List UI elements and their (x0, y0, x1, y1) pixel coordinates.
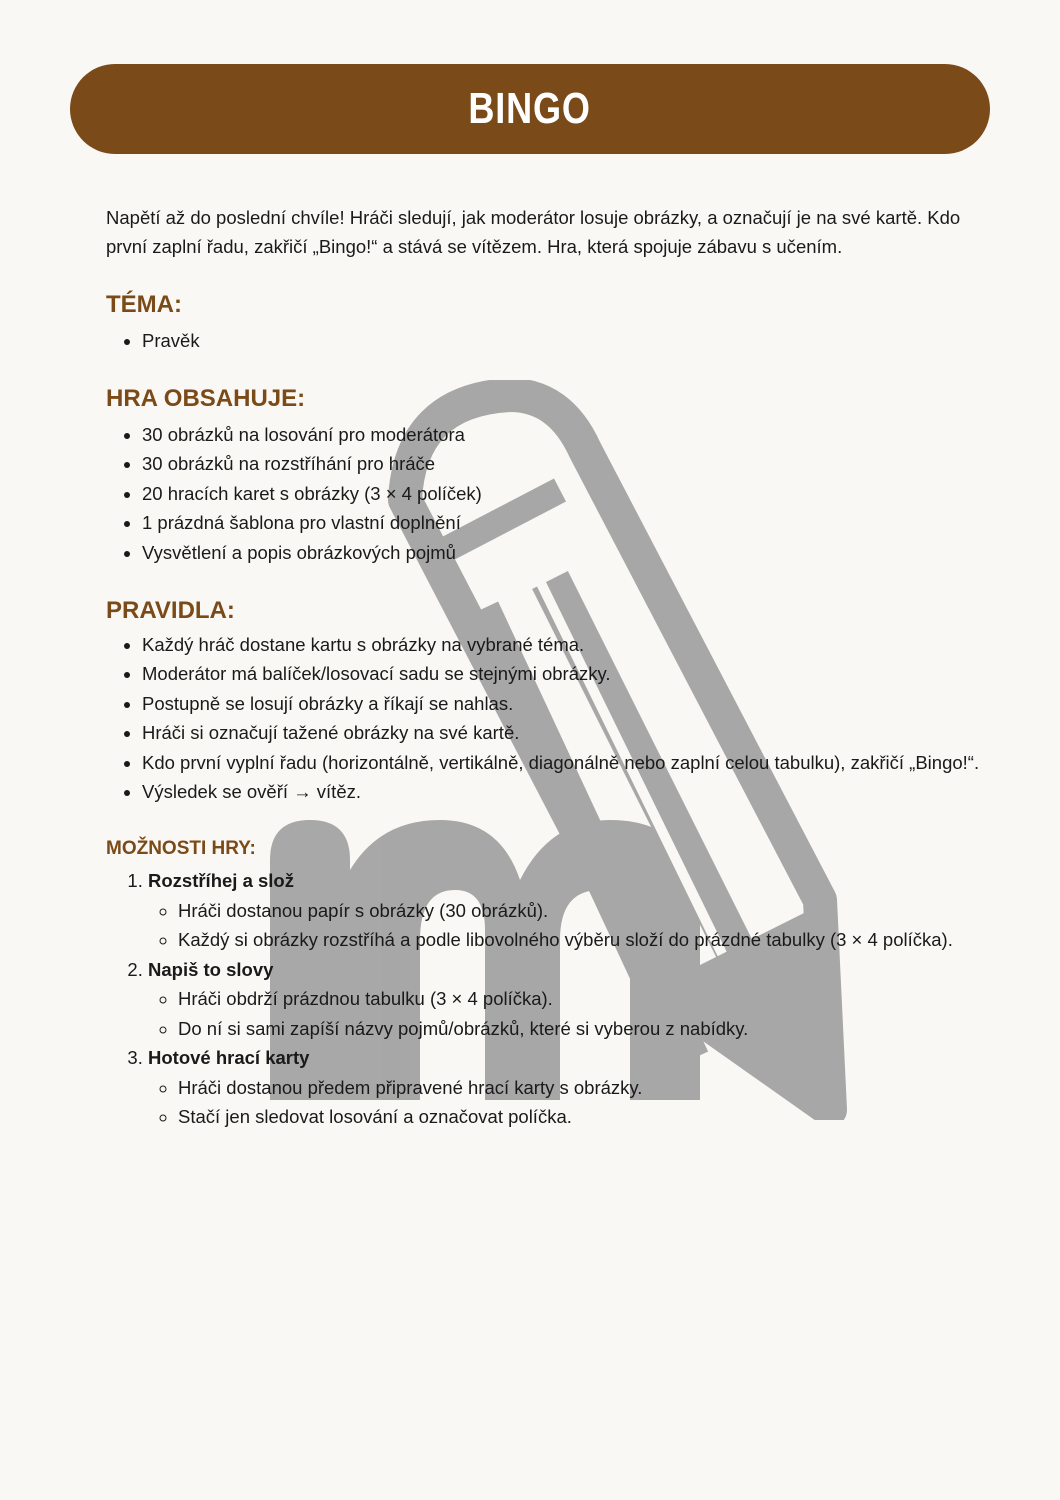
list-item: • Hráči si označují tažené obrázky na své kartě. (142, 718, 979, 747)
option-item (148, 955, 953, 1044)
pravidla-list (106, 630, 979, 806)
option-detail: ◦ Hráči dostanou předem připravené hrací karty s obrázky. (178, 1073, 953, 1103)
title-banner (70, 64, 990, 154)
page-title: BINGO (468, 84, 592, 133)
option-title: Hotové hrací karty (148, 1047, 310, 1068)
list-item: • Moderátor má balíček/losovací sadu se stejnými obrázky. (142, 659, 979, 688)
list-item: • 30 obrázků na losování pro moderátora (142, 420, 482, 449)
option-detail: ◦ Stačí jen sledovat losování a označovat políčka. (178, 1102, 953, 1132)
list-item: • 20 hracích karet s obrázky (3 × 4 políček) (142, 479, 482, 508)
option-details (148, 984, 953, 1043)
list-item: • Pravěk (142, 326, 200, 355)
option-detail: ◦ Každý si obrázky rozstříhá a podle libovolného výběru složí do prázdné tabulky (3 × 4 políčka). (178, 925, 953, 955)
option-title: Napiš to slovy (148, 958, 274, 980)
list-item: • 30 obrázků na rozstříhání pro hráče (142, 449, 482, 478)
list-item: • Výsledek se ověří → vítěz. (142, 777, 979, 806)
moznosti-list (106, 866, 953, 1132)
option-details (148, 896, 953, 955)
option-detail: ◦ Hráči obdrží prázdnou tabulku (3 × 4 políčka). (178, 984, 953, 1014)
option-title: Rozstříhej a slož (148, 870, 294, 891)
option-detail: ◦ Hráči dostanou papír s obrázky (30 obrázků). (178, 896, 953, 926)
option-detail: ◦ Do ní si sami zapíší názvy pojmů/obrázků, které si vyberou z nabídky. (178, 1014, 953, 1044)
section-heading-tema: TÉMA: (106, 291, 182, 318)
list-item: • Každý hráč dostane kartu s obrázky na vybrané téma. (142, 630, 979, 659)
section-heading-pravidla: PRAVIDLA: (106, 597, 235, 624)
intro-paragraph: Napětí až do poslední chvíle! Hráči sledují, jak moderátor losuje obrázky, a označují je na své kartě. Kdo první zaplní řadu, zakřičí „Bingo!“ a stává se vítězem. Hra, která spojuje zábavu s učením. (106, 207, 961, 257)
obsah-list (106, 420, 482, 567)
option-item (148, 866, 953, 955)
tema-list (106, 326, 200, 355)
option-details (148, 1073, 953, 1132)
list-item: • Postupně se losují obrázky a říkají se nahlas. (142, 689, 979, 718)
list-item: • Kdo první vyplní řadu (horizontálně, vertikálně, diagonálně nebo zaplní celou tabulku), zakřičí „Bingo!“. (142, 748, 979, 777)
list-item: • 1 prázdná šablona pro vlastní doplnění (142, 508, 482, 537)
section-heading-moznosti: MOŽNOSTI HRY: (106, 838, 256, 859)
section-heading-obsah: HRA OBSAHUJE: (106, 385, 306, 412)
option-item (148, 1043, 953, 1132)
list-item: • Vysvětlení a popis obrázkových pojmů (142, 538, 482, 567)
